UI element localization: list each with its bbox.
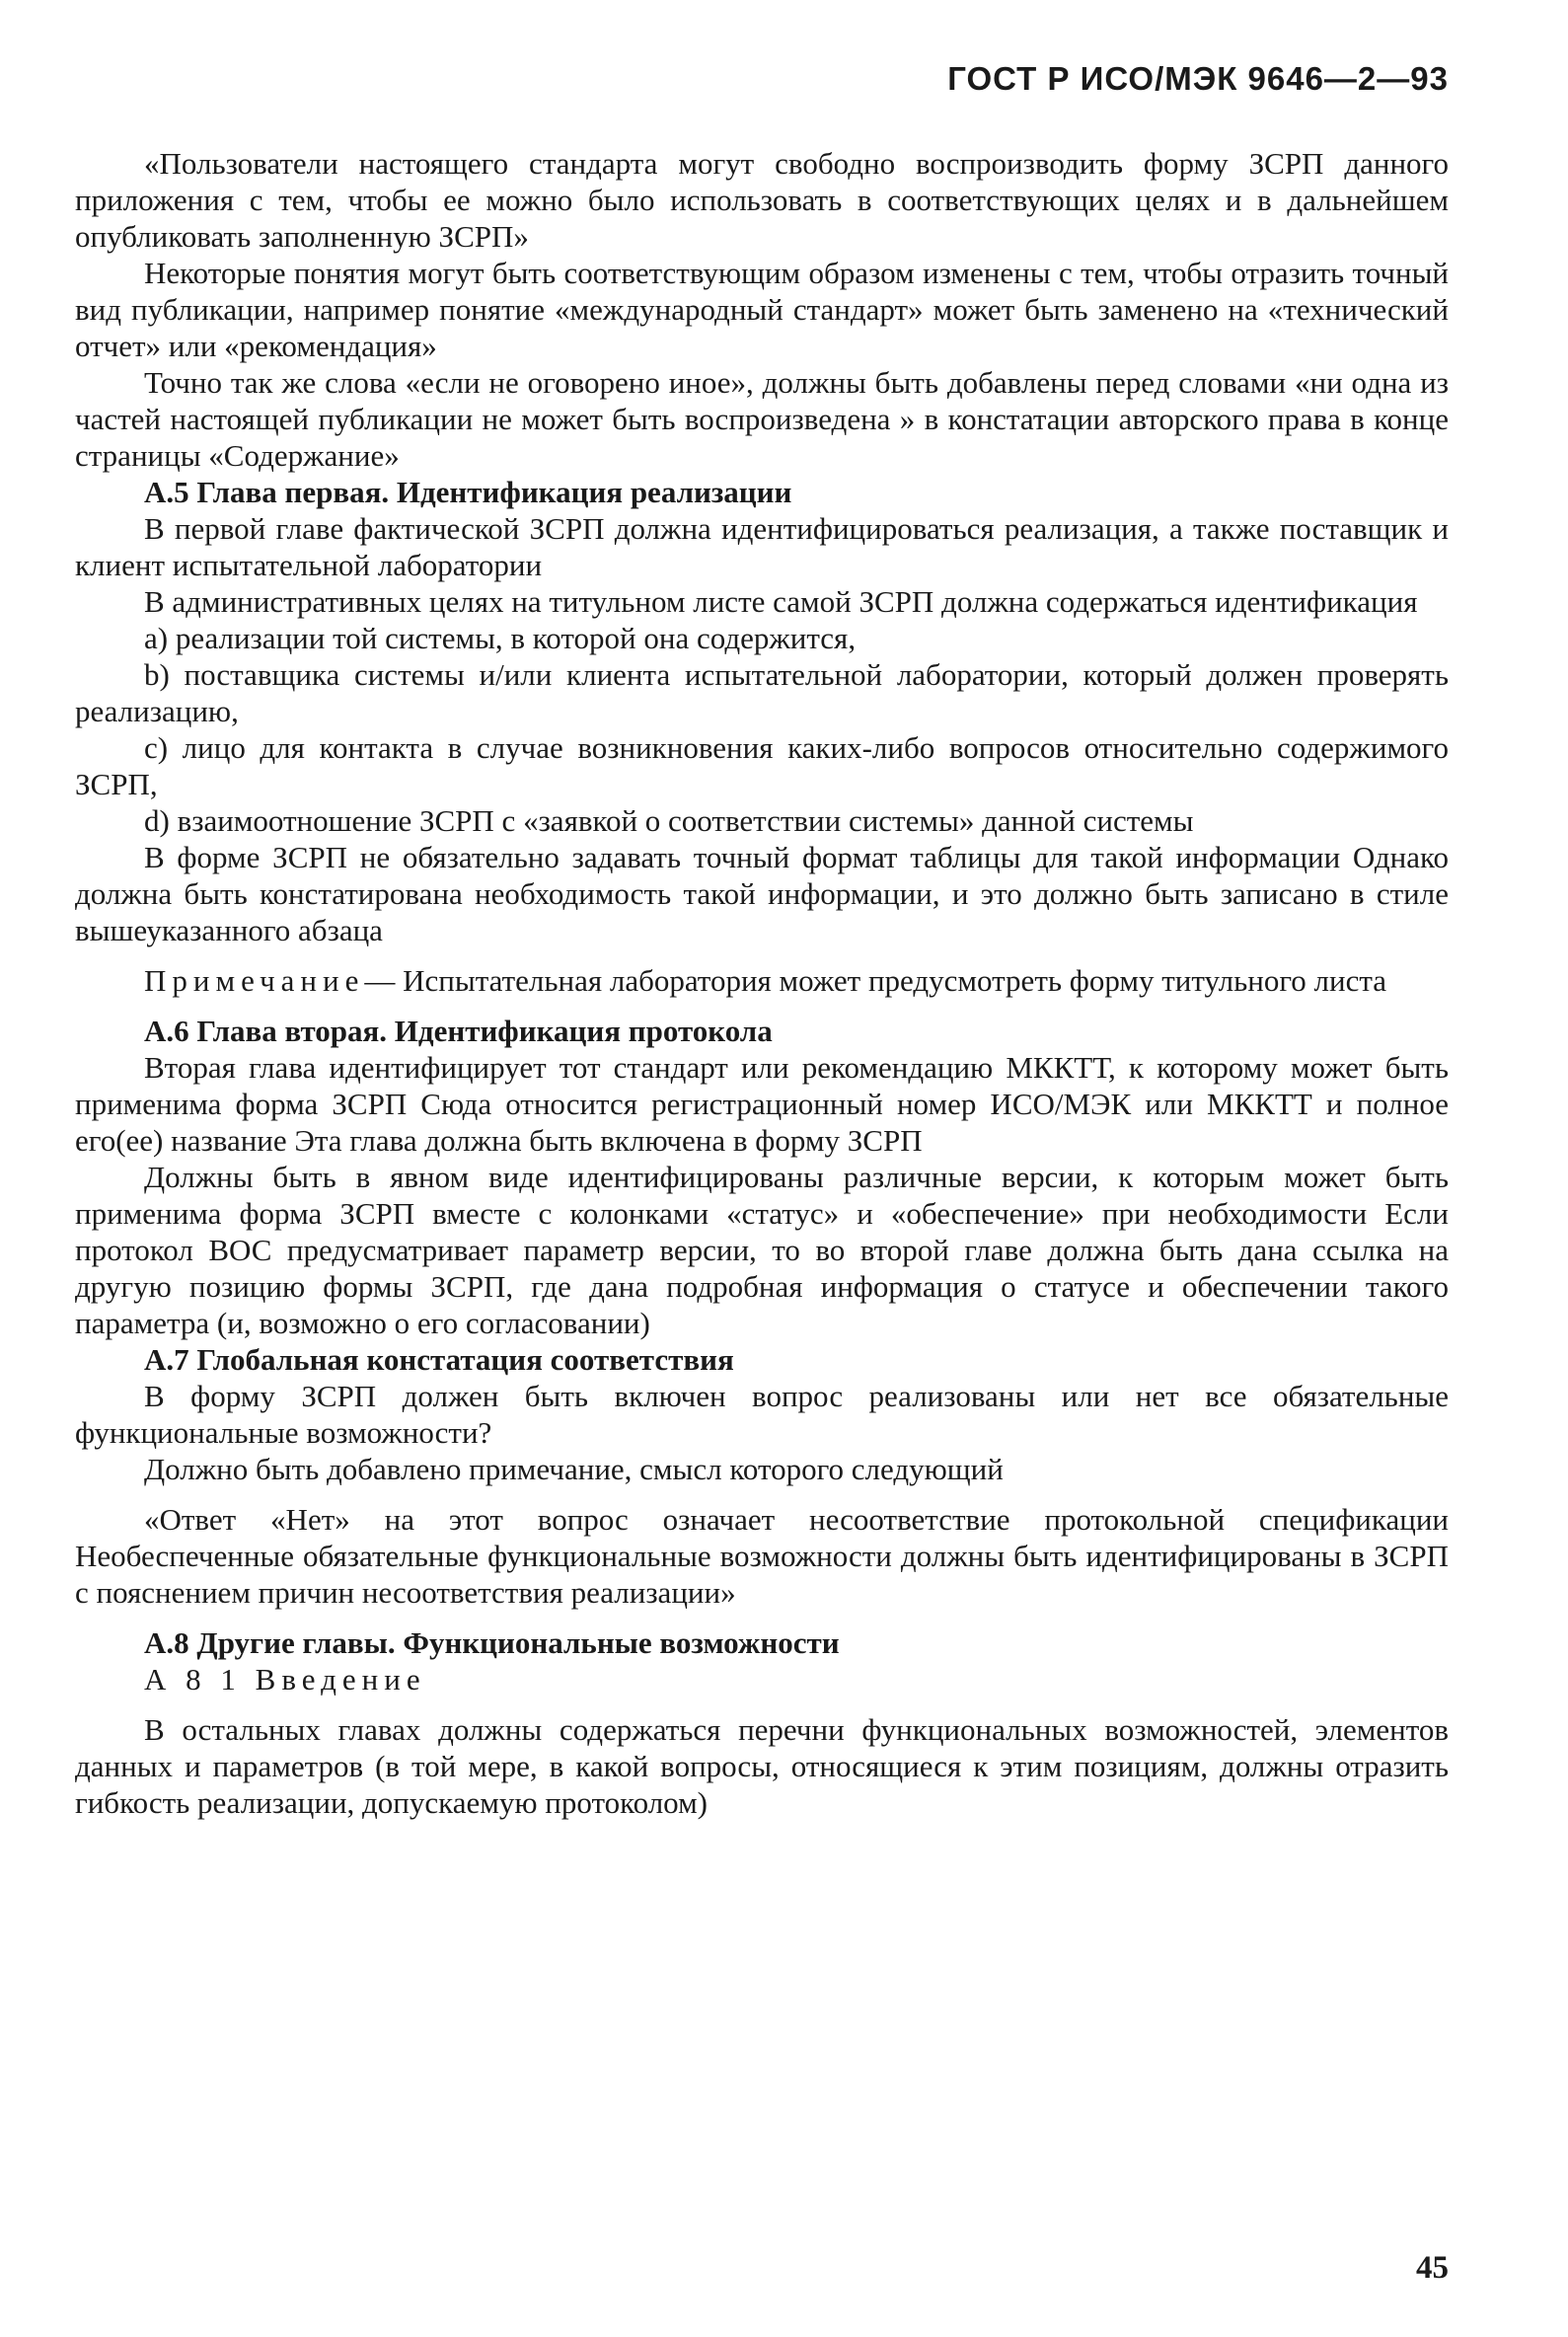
section-a6-paragraph-1: Вторая глава идентифицирует тот стандарт или рекомендацию МККТТ, к которому может быть применима форма ЗСРП Сюда относится регистрационный номер ИСО/МЭК или МККТТ и полное его(ее) название Эта глава должна быть включена в форму ЗСРП <box>75 1050 1449 1158</box>
section-a7-paragraph-1: В форму ЗСРП должен быть включен вопрос реализованы или нет все обязательные функциональные возможности? <box>75 1379 1449 1450</box>
section-a5-paragraph-2: В административных целях на титульном листе самой ЗСРП должна содержаться идентификация <box>144 584 1418 619</box>
list-item-b: b) поставщика системы и/или клиента испытательной лаборатории, который должен проверять реализацию, <box>75 657 1449 728</box>
section-a5-heading: А.5 Глава первая. Идентификация реализации <box>144 475 792 509</box>
section-a5-paragraph-3: В форме ЗСРП не обязательно задавать точный формат таблицы для такой информации Однако должна быть констатирована необходимость такой информации, и это должно быть записано в стиле вышеуказанного абзаца <box>75 840 1449 947</box>
section-a7-paragraph-3: «Ответ «Нет» на этот вопрос означает несоответствие протокольной спецификации Необеспеченные обязательные функциональные возможности должны быть идентифицированы в ЗСРП с пояснением причин несоответствия реализации» <box>75 1502 1449 1610</box>
page-number: 45 <box>1416 2250 1449 2286</box>
section-a8-heading: А.8 Другие главы. Функциональные возможности <box>144 1625 840 1660</box>
section-a8-paragraph-1: В остальных главах должны содержаться перечни функциональных возможностей, элементов данных и параметров (в той мере, в какой вопросы, относящиеся к этим позициям, должны отразить гибкость реализации, допускаемую протоколом) <box>75 1712 1449 1820</box>
section-a7-heading: А.7 Глобальная констатация соответствия <box>144 1342 734 1377</box>
list-item-a: а) реализации той системы, в которой она содержится, <box>144 621 857 655</box>
list-item-c: с) лицо для контакта в случае возникновения каких-либо вопросов относительно содержимого ЗСРП, <box>75 730 1449 801</box>
section-a7-paragraph-2: Должно быть добавлено примечание, смысл которого следующий <box>144 1452 1004 1486</box>
note <box>75 962 1449 999</box>
section-a6-heading: А.6 Глава вторая. Идентификация протокола <box>144 1014 773 1048</box>
section-a6-paragraph-2: Должны быть в явном виде идентифицированы различные версии, к которым может быть применима форма ЗСРП вместе с колонками «статус» и «обеспечение» при необходимости Если протокол ВОС предусматривает параметр версии, то во второй главе должна быть дана ссылка на другую позицию формы ЗСРП, где дана подробная информация о статусе и обеспечении такого параметра (и, возможно о его согласовании) <box>75 1160 1449 1340</box>
intro-paragraph-3: Точно так же слова «если не оговорено иное», должны быть добавлены перед словами «ни одна из частей настоящей публикации не может быть воспроизведена » в констатации авторского права в конце страницы «Содержание» <box>75 365 1449 473</box>
list-item-d: d) взаимоотношение ЗСРП с «заявкой о соответствии системы» данной системы <box>144 803 1194 838</box>
section-a5-paragraph-1: В первой главе фактической ЗСРП должна идентифицироваться реализация, а также поставщик и клиент испытательной лаборатории <box>75 511 1449 582</box>
section-a8-subheading: А 8 1 Введение <box>144 1662 426 1696</box>
intro-paragraph-1: «Пользователи настоящего стандарта могут свободно воспроизводить форму ЗСРП данного приложения с тем, чтобы ее можно было использовать в соответствующих целях и в дальнейшем опубликовать заполненную ЗСРП» <box>75 146 1449 254</box>
note-label: Примечание <box>144 963 365 998</box>
note-text: — Испытательная лаборатория может предусмотреть форму титульного листа <box>364 963 1387 998</box>
document-page <box>75 59 1449 2290</box>
page-header: ГОСТ Р ИСО/МЭК 9646—2—93 <box>947 60 1449 97</box>
intro-paragraph-2: Некоторые понятия могут быть соответствующим образом изменены с тем, чтобы отразить точный вид публикации, например понятие «международный стандарт» может быть заменено на «технический отчет» или «рекомендация» <box>75 256 1449 363</box>
